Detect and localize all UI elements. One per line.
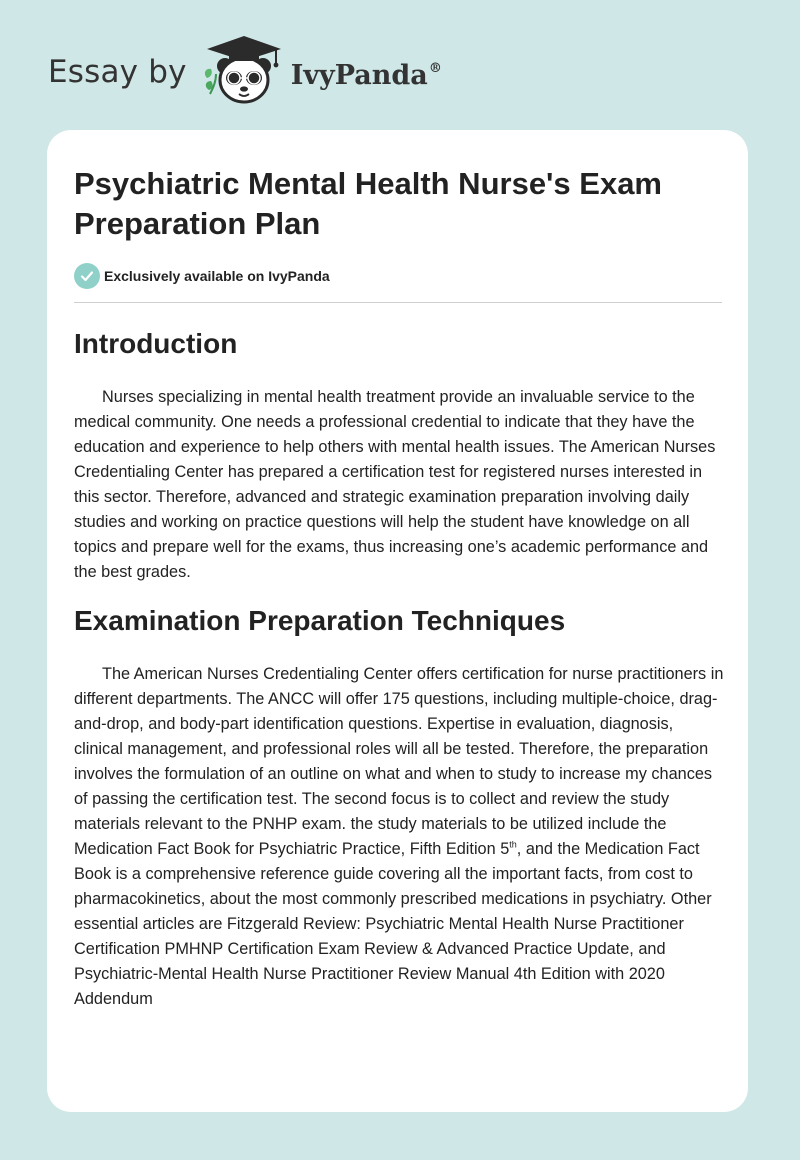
essay-card bbox=[47, 130, 748, 1112]
essay-by-label: Essay by bbox=[48, 54, 187, 90]
section-heading-introduction: Introduction bbox=[74, 328, 238, 359]
page-title: Psychiatric Mental Health Nurse's Exam Preparation Plan bbox=[74, 166, 663, 241]
exclusive-label: Exclusively available on IvyPanda bbox=[104, 268, 330, 284]
introduction-paragraph: Nurses specializing in mental health treatment provide an invaluable service to the medical community. One needs a professional credential to indicate that they have the education and experience to help others with mental health issues. The American Nurses Credentialing Center has prepared a certification test for registered nurses interested in this sector. Therefore, advanced and strategic examination preparation involving daily studies and working on practice questions will help the student have knowledge on all topics and prepare well for the exams, thus increasing one’s academic performance and the best grades. bbox=[74, 388, 716, 581]
exam-techniques-paragraph: The American Nurses Credentialing Center offers certification for nurse practitioners in different departments. The ANCC will offer 175 questions, including multiple-choice, drag-and-drop, and body-part identification questions. Expertise in evaluation, diagnosis, clinical management, and professional roles will all be tested. Therefore, the preparation involves the formulation of an outline on what and when to study to increase my chances of passing the certification test. The second focus is to collect and review the study materials relevant to the PNHP exam. the study materials to be utilized include the Medication Fact Book for Psychiatric Practice, Fifth Edition 5th, and the Medication Fact Book is a comprehensive reference guide covering all the important facts, from cost to pharmacokinetics, about the most commonly prescribed medications in psychiatry. Other essential articles are Fitzgerald Review: Psychiatric Mental Health Nurse Practitioner Certification PMHNP Certification Exam Review & Advanced Practice Update, and Psychiatric-Mental Health Nurse Practitioner Review Manual 4th Edition with 2020 Addendum bbox=[74, 665, 724, 1008]
panda-logo-icon[interactable] bbox=[201, 34, 287, 110]
exclusive-badge bbox=[74, 263, 330, 289]
site-header bbox=[48, 34, 442, 110]
registered-mark: ® bbox=[428, 60, 442, 76]
brand-name[interactable]: IvyPanda® bbox=[290, 59, 442, 91]
check-icon bbox=[74, 263, 100, 289]
superscript-th: th bbox=[509, 839, 517, 850]
title-divider bbox=[74, 302, 722, 303]
section-heading-exam-techniques: Examination Preparation Techniques bbox=[74, 605, 566, 636]
